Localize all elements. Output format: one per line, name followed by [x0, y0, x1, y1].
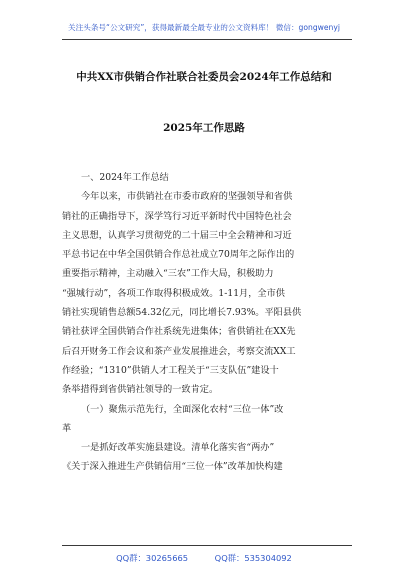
- paragraph-line: 今年以来，市供销社在市委市政府的坚强领导和省供: [81, 191, 293, 203]
- paragraph-line: 销社的正确指导下，深学笃行习近平新时代中国特色社会: [62, 210, 292, 222]
- paragraph-line: “强城行动”，各项工作取得积极成效。1-11月，全市供: [62, 287, 285, 299]
- paragraph-line: 销社获评全国供销合作社系统先进集体；省供销社在XX先: [62, 326, 296, 338]
- paragraph-line: 主义思想，认真学习贯彻党的二十届三中全会精神和习近: [62, 229, 292, 241]
- paragraph-line: 《关于深入推进生产供销信用“三位一体”改革加快构建: [62, 461, 283, 473]
- header-divider: [62, 39, 352, 40]
- footer-contacts: [0, 552, 408, 564]
- section-heading: 一、2024年工作总结: [81, 172, 169, 183]
- document-title-line1: 中共XX市供销合作社联合社委员会2024年工作总结和: [76, 71, 332, 83]
- subsection-heading-cont: 革: [62, 422, 72, 434]
- paragraph-line: 平总书记在中华全国供销合作总社成立70周年之际作出的: [62, 249, 295, 261]
- paragraph-line: 作经验；“1310”供销人才工程关于“三支队伍”建设十: [62, 364, 279, 376]
- paragraph-line: 条举措得到省供销社领导的一致肯定。: [62, 384, 219, 396]
- header-banner: 关注头条号“公文研究”，获得最新最全最专业的公文资料库！ 微信：gongwenyj: [68, 23, 340, 32]
- document-body: [62, 168, 352, 477]
- document-title-line2: 2025年工作思路: [163, 122, 245, 134]
- subsection-heading: （一）聚焦示范先行，全面深化农村“三位一体”改: [81, 403, 284, 415]
- paragraph-line: 销社实现销售总额54.32亿元，同比增长7.93%。平阳县供: [62, 307, 302, 319]
- footer-qq-group-2: QQ群：535304092: [214, 553, 292, 563]
- footer-qq-group-1: QQ群：30265665: [116, 553, 189, 563]
- paragraph-line: 后召开财务工作会议和茶产业发展推进会，考察交流XX工: [62, 345, 296, 357]
- footer-divider: [62, 545, 352, 546]
- paragraph-line: 重要指示精神，主动融入“三农”工作大局，积极助力: [62, 268, 274, 280]
- paragraph-line: 一是抓好改革实施县建设。清单化落实省“两办”: [81, 442, 275, 454]
